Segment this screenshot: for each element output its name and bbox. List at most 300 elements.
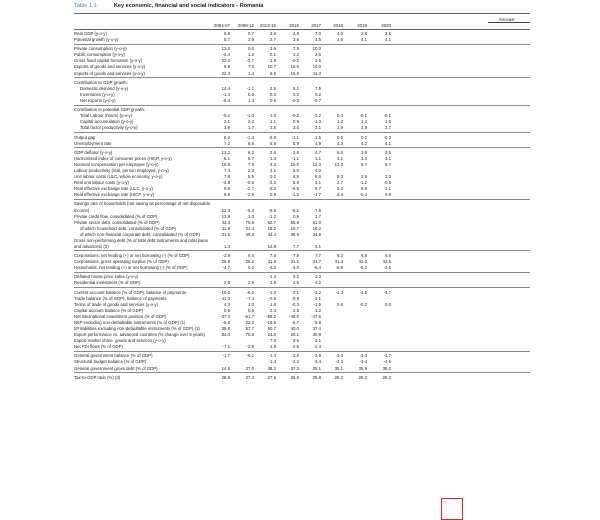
row-value: 8.3 bbox=[337, 253, 343, 259]
row-value: 1.6 bbox=[270, 58, 276, 64]
row-value: 12.3 bbox=[312, 161, 321, 167]
row-value: -4.3 bbox=[335, 289, 343, 295]
row-value: -4.6 bbox=[383, 265, 391, 271]
row-value: -2.9 bbox=[246, 192, 254, 198]
row-value: 7.0 bbox=[315, 31, 321, 36]
row-value: -0.2 bbox=[359, 301, 367, 307]
row-value: -5.8 bbox=[313, 319, 321, 325]
row-value: 26.2 bbox=[382, 374, 391, 380]
row-value: 2.0 bbox=[224, 280, 230, 286]
row-value: 2.7 bbox=[385, 125, 391, 131]
row-value: 13.0 bbox=[334, 161, 343, 167]
row-value: 0.2 bbox=[248, 265, 254, 271]
row-value: 4.8 bbox=[293, 31, 299, 36]
section-rule bbox=[74, 77, 530, 78]
section-rule bbox=[74, 372, 530, 373]
row-value: -6.5 bbox=[291, 186, 299, 192]
row-value: 28.2 bbox=[245, 259, 254, 265]
row-value: 31.1 bbox=[290, 259, 299, 265]
section-rule bbox=[74, 250, 530, 251]
row-value: 5.7 bbox=[248, 155, 254, 161]
row-value: 7.4 bbox=[224, 168, 230, 173]
row-value: 32.5 bbox=[382, 259, 391, 265]
table-title-text: Key economic, financial and social indicators - Romania bbox=[113, 3, 264, 9]
row-value: 2.7 bbox=[270, 37, 276, 43]
row-value: 10.0 bbox=[312, 64, 321, 70]
row-value: 43.3 bbox=[221, 219, 230, 225]
row-value: 1.5 bbox=[315, 134, 321, 140]
row-value: 0.9 bbox=[293, 119, 299, 125]
row-value: 70.5 bbox=[245, 332, 254, 338]
row-label: IIP liabilities excluding non-defaultable instruments (% of GDP) (1) bbox=[74, 326, 200, 331]
header-rule bbox=[74, 29, 530, 30]
row-label: Labour productivity (real, person employed, y-o-y) bbox=[74, 168, 169, 173]
row-value: 6.2 bbox=[248, 149, 254, 155]
row-value: -2.2 bbox=[291, 359, 299, 365]
row-value: 4.0 bbox=[315, 168, 321, 173]
row-value: -3.7 bbox=[246, 58, 254, 64]
row-label: Current account balance (% of GDP), balance of payments bbox=[74, 289, 187, 295]
row-value: -1.1 bbox=[291, 134, 299, 140]
row-value: 18.2 bbox=[267, 225, 276, 231]
row-value: 3.1 bbox=[315, 180, 321, 186]
row-value: 13.2 bbox=[221, 149, 230, 155]
row-label: Net exports (y-o-y) bbox=[80, 97, 116, 103]
row-value: 7.8 bbox=[293, 253, 299, 259]
year-header: 2020 bbox=[381, 23, 391, 28]
forecast-label: forecast bbox=[499, 17, 515, 22]
row-value: 7.0 bbox=[270, 338, 276, 344]
row-value: 3.6 bbox=[270, 46, 276, 52]
row-value: -22.3 bbox=[220, 207, 230, 213]
row-value: -1.2 bbox=[291, 192, 299, 198]
row-value: 4.3 bbox=[337, 140, 343, 146]
year-header: 2017 bbox=[311, 23, 321, 28]
row-value: 26.2 bbox=[358, 374, 367, 380]
row-value: 6.8 bbox=[224, 31, 230, 36]
row-value: 3.6 bbox=[270, 31, 276, 36]
row-value: -4.7 bbox=[222, 265, 230, 271]
row-value: 2.3 bbox=[248, 168, 254, 173]
row-value: 50.7 bbox=[267, 326, 276, 331]
row-value: 0.3 bbox=[270, 91, 276, 97]
row-value: 4.1 bbox=[385, 37, 391, 43]
row-value: -0.2 bbox=[291, 58, 299, 64]
row-value: 0.6 bbox=[337, 301, 343, 307]
row-value: 6.7 bbox=[315, 186, 321, 192]
row-value: 8.5 bbox=[224, 192, 230, 198]
row-value: -4.7 bbox=[383, 353, 391, 359]
row-label: Export market share, goods and services (y-o-y) bbox=[74, 338, 166, 344]
row-value: 3.1 bbox=[315, 338, 321, 344]
row-label: Exports of goods and services (y-o-y) bbox=[74, 64, 146, 70]
row-value: 38.2 bbox=[267, 365, 276, 371]
row-value: 2.6 bbox=[270, 149, 276, 155]
row-value: 6.6 bbox=[385, 253, 391, 259]
row-value: 7.8 bbox=[224, 174, 230, 180]
row-value: -5.4 bbox=[246, 207, 254, 213]
row-value: -1.2 bbox=[359, 180, 367, 186]
row-value: 1.4 bbox=[270, 155, 276, 161]
row-label: Private credit flow, consolidated (% of GDP) bbox=[74, 213, 158, 219]
row-value: 7.9 bbox=[248, 161, 254, 167]
row-value: -3.4 bbox=[359, 359, 367, 365]
row-label: Unit labour costs (ULC, whole economy, y-o-y) bbox=[74, 174, 163, 180]
row-value: 49.3 bbox=[245, 231, 254, 237]
row-value: 6.5 bbox=[361, 253, 367, 259]
row-value: 25.9 bbox=[221, 259, 230, 265]
row-value: 62.7 bbox=[267, 219, 276, 225]
row-value: -1.2 bbox=[268, 213, 276, 219]
row-value: 5.9 bbox=[293, 140, 299, 146]
year-header: 2008-12 bbox=[237, 23, 254, 28]
row-value: 16.7 bbox=[290, 225, 299, 231]
row-value: 2.9 bbox=[248, 37, 254, 43]
row-label: Contribution to GDP growth: bbox=[74, 79, 128, 85]
row-value: 22.3 bbox=[221, 70, 230, 76]
row-value: 34.8 bbox=[312, 231, 321, 237]
row-value: -2.8 bbox=[268, 134, 276, 140]
row-value: 84.0 bbox=[221, 332, 230, 338]
row-value: 6.9 bbox=[270, 140, 276, 146]
row-value: 31.5 bbox=[221, 231, 230, 237]
row-value: 0.1 bbox=[270, 52, 276, 58]
row-value: -1.0 bbox=[246, 113, 254, 119]
row-label: Real effective exchange rate (HICP, y-o-y) bbox=[74, 192, 155, 198]
row-value: 6.5 bbox=[337, 149, 343, 155]
row-value: -0.4 bbox=[222, 113, 230, 119]
row-value: -4.8 bbox=[222, 180, 230, 186]
row-value: 35.1 bbox=[312, 365, 321, 371]
section-rule bbox=[74, 287, 530, 288]
row-value: 3.0 bbox=[385, 174, 391, 180]
row-label: Output gap bbox=[74, 134, 96, 140]
row-label: General government balance (% of GDP) bbox=[74, 353, 153, 359]
row-value: 2.2 bbox=[248, 119, 254, 125]
row-value: 2.7 bbox=[337, 180, 343, 186]
row-value: -22.2 bbox=[244, 319, 254, 325]
row-value: 55.6 bbox=[290, 219, 299, 225]
row-label: of which household debt, consolidated (% of GDP) bbox=[80, 225, 177, 231]
row-value: 0.0 bbox=[248, 91, 254, 97]
row-value: 1.3 bbox=[315, 119, 321, 125]
row-value: 2.8 bbox=[361, 125, 367, 131]
row-value: 0.9 bbox=[270, 192, 276, 198]
row-label: Export performance vs. advanced countries (% change over 5 years) bbox=[74, 332, 205, 338]
row-value: -5.0 bbox=[222, 319, 230, 325]
top-rule bbox=[74, 13, 530, 14]
row-value: -0.9 bbox=[291, 295, 299, 301]
row-value: 2.4 bbox=[337, 192, 343, 198]
row-value: 3.5 bbox=[315, 58, 321, 64]
row-value: 38.2 bbox=[382, 365, 391, 371]
row-value: -0.6 bbox=[268, 295, 276, 301]
row-value: -1.4 bbox=[268, 274, 276, 280]
row-value: 38.9 bbox=[290, 231, 299, 237]
row-value: 1.7 bbox=[315, 213, 321, 219]
table-title bbox=[74, 3, 263, 9]
row-value: 3.8 bbox=[361, 31, 367, 36]
row-value: -47.6 bbox=[311, 313, 321, 319]
row-value: 2.5 bbox=[270, 125, 276, 131]
row-value: 3.9 bbox=[224, 125, 230, 131]
row-value: 1.2 bbox=[315, 307, 321, 313]
row-value: -3.3 bbox=[335, 353, 343, 359]
row-label: Inventories (y-o-y) bbox=[80, 91, 115, 97]
row-value: 0.0 bbox=[293, 91, 299, 97]
row-value: 1.2 bbox=[248, 52, 254, 58]
row-label: Harmonised index of consumer prices (HICP, y-o-y) bbox=[74, 155, 172, 161]
section-rule bbox=[74, 199, 530, 200]
row-value: -6.7 bbox=[291, 319, 299, 325]
table-row bbox=[74, 375, 530, 382]
row-value: -0.3 bbox=[291, 301, 299, 307]
row-value: 3.0 bbox=[293, 125, 299, 131]
row-label: Gross fixed capital formation (y-o-y) bbox=[74, 58, 143, 64]
row-value: 4.1 bbox=[385, 140, 391, 146]
row-value: 3.3 bbox=[315, 274, 321, 280]
row-value: 7.5 bbox=[315, 85, 321, 91]
row-value: 3.6 bbox=[385, 31, 391, 36]
row-value: -0.1 bbox=[359, 113, 367, 119]
section-rule bbox=[74, 132, 530, 133]
row-value: 2.9 bbox=[337, 125, 343, 131]
row-label: Imports of goods and services (y-o-y) bbox=[74, 70, 145, 76]
row-value: -7.6 bbox=[313, 207, 321, 213]
row-value: 4.2 bbox=[315, 280, 321, 286]
row-value: 7.9 bbox=[293, 46, 299, 52]
row-value: -2.4 bbox=[222, 52, 230, 58]
row-value: -2.8 bbox=[246, 344, 254, 350]
row-value: 8.1 bbox=[224, 155, 230, 161]
row-value: 31.8 bbox=[267, 259, 276, 265]
row-value: 15.0 bbox=[290, 161, 299, 167]
row-value: -49.0 bbox=[289, 313, 299, 319]
row-value: -1.4 bbox=[246, 134, 254, 140]
row-value: -2.9 bbox=[313, 353, 321, 359]
row-value: -2.9 bbox=[291, 353, 299, 359]
row-value: 8.0 bbox=[315, 174, 321, 180]
row-label: income) bbox=[74, 207, 90, 213]
row-value: -3.3 bbox=[335, 359, 343, 365]
row-value: -7.4 bbox=[246, 295, 254, 301]
row-value: 16.2 bbox=[312, 225, 321, 231]
row-value: -16.5 bbox=[266, 319, 276, 325]
row-value: 30.9 bbox=[312, 332, 321, 338]
row-value: -58.2 bbox=[266, 313, 276, 319]
row-value: 0.0 bbox=[248, 46, 254, 52]
row-value: 9.9 bbox=[224, 64, 230, 70]
row-value: -0.5 bbox=[383, 180, 391, 186]
year-header: 2016 bbox=[289, 23, 299, 28]
row-label: Private sector debt, consolidated (% of GDP) bbox=[74, 219, 160, 225]
section-rule bbox=[74, 351, 530, 352]
row-value: -6.4 bbox=[222, 97, 230, 103]
row-value: -37.2 bbox=[220, 313, 230, 319]
row-value: -1.4 bbox=[268, 353, 276, 359]
row-value: 0.5 bbox=[337, 134, 343, 140]
row-label: Private consumption (y-o-y) bbox=[74, 46, 127, 52]
row-value: -0.4 bbox=[359, 192, 367, 198]
row-value: -4.7 bbox=[383, 289, 391, 295]
row-value: -4.0 bbox=[291, 265, 299, 271]
row-label: and advances) (2) bbox=[74, 243, 109, 249]
row-value: 2.5 bbox=[293, 307, 299, 313]
row-value: 6.7 bbox=[385, 161, 391, 167]
row-value: 6.7 bbox=[361, 161, 367, 167]
row-value: 14.8 bbox=[267, 243, 276, 249]
section-rule bbox=[74, 147, 530, 148]
row-value: 10.7 bbox=[267, 64, 276, 70]
row-label: Contribution to potential GDP growth: bbox=[74, 107, 146, 113]
row-value: 1.1 bbox=[270, 119, 276, 125]
year-header: 2019 bbox=[357, 23, 367, 28]
row-value: 1.7 bbox=[248, 125, 254, 131]
row-value: 2.6 bbox=[315, 52, 321, 58]
row-value: 4.5 bbox=[315, 37, 321, 43]
row-value: 8.6 bbox=[293, 338, 299, 344]
row-label: Public consumption (y-o-y) bbox=[74, 52, 125, 58]
row-value: 1.4 bbox=[248, 70, 254, 76]
row-label: Domestic demand (y-o-y) bbox=[80, 85, 129, 91]
row-value: 28.5 bbox=[221, 374, 230, 380]
row-value: 26.2 bbox=[334, 374, 343, 380]
row-value: -2.1 bbox=[313, 295, 321, 301]
row-value: 2.1 bbox=[224, 119, 230, 125]
row-label: Savings rate of households (net saving as percentage of net disposable bbox=[74, 201, 211, 207]
row-value: -1.1 bbox=[291, 155, 299, 161]
row-value: 9.5 bbox=[224, 186, 230, 192]
row-value: 16.0 bbox=[290, 64, 299, 70]
row-value: 14.4 bbox=[221, 85, 230, 91]
row-value: -1.7 bbox=[313, 192, 321, 198]
row-value: 2.5 bbox=[270, 280, 276, 286]
row-value: -4.3 bbox=[268, 265, 276, 271]
row-value: -3.4 bbox=[359, 353, 367, 359]
row-label: Net international investment position (% of GDP) bbox=[74, 313, 167, 319]
row-label: Deflated house price index (y-o-y) bbox=[74, 274, 139, 280]
row-value: -1.7 bbox=[222, 353, 230, 359]
row-label: Total factor productivity (y-o-y) bbox=[80, 125, 138, 131]
row-value: 3.5 bbox=[385, 149, 391, 155]
row-value: -6.4 bbox=[313, 265, 321, 271]
row-value: 6.6 bbox=[248, 140, 254, 146]
row-value: 1.3 bbox=[248, 97, 254, 103]
row-value: 3.1 bbox=[315, 125, 321, 131]
row-value: 2.2 bbox=[293, 52, 299, 58]
row-label: Capital account balance (% of GDP) bbox=[74, 307, 144, 313]
row-value: -0.3 bbox=[383, 134, 391, 140]
row-value: 44.4 bbox=[267, 231, 276, 237]
row-value: -2.8 bbox=[222, 253, 230, 259]
row-value: -2.4 bbox=[313, 344, 321, 350]
row-value: -3.2 bbox=[313, 289, 321, 295]
row-value: -0.6 bbox=[246, 180, 254, 186]
row-label: NIIP excluding non-defaultable instruments (% of GDP) (1) bbox=[74, 319, 186, 325]
row-label: Trade balance (% of GDP), balance of payments bbox=[74, 295, 167, 301]
row-value: 4.0 bbox=[337, 31, 343, 36]
row-value: 4.9 bbox=[315, 140, 321, 146]
row-value: 3.8 bbox=[361, 149, 367, 155]
forecast-rule bbox=[488, 22, 530, 23]
row-value: 7.7 bbox=[293, 243, 299, 249]
row-value: 37.4 bbox=[312, 326, 321, 331]
row-value: -1.9 bbox=[268, 344, 276, 350]
row-value: 4.1 bbox=[270, 168, 276, 173]
row-value: 8.5 bbox=[270, 70, 276, 76]
section-rule bbox=[74, 105, 530, 106]
row-value: 4.3 bbox=[270, 161, 276, 167]
row-label: Unemployment rate bbox=[74, 140, 112, 146]
row-value: 9.3 bbox=[337, 174, 343, 180]
row-value: -6.2 bbox=[246, 289, 254, 295]
row-value: 1.4 bbox=[361, 119, 367, 125]
row-value: -61.7 bbox=[244, 313, 254, 319]
row-value: -8.1 bbox=[291, 207, 299, 213]
row-value: -1.1 bbox=[383, 186, 391, 192]
row-label: Real unit labour costs (y-o-y) bbox=[74, 180, 129, 186]
row-value: 3.0 bbox=[248, 213, 254, 219]
row-value: 16.5 bbox=[290, 70, 299, 76]
row-value: 0.2 bbox=[315, 113, 321, 119]
row-value: 5.9 bbox=[293, 180, 299, 186]
row-value: 3.1 bbox=[385, 155, 391, 161]
row-value: -2.3 bbox=[268, 180, 276, 186]
row-label: Corporations, gross operating surplus (% of GDP) bbox=[74, 259, 169, 265]
row-value: 1.5 bbox=[385, 119, 391, 125]
row-value: 6.0 bbox=[293, 168, 299, 173]
row-label: Net FDI flows (% of GDP) bbox=[74, 344, 123, 350]
row-label: Capital accumulation (y-o-y) bbox=[80, 119, 134, 125]
row-value: 0.5 bbox=[224, 307, 230, 313]
row-value: 1.8 bbox=[270, 301, 276, 307]
row-value: 35.9 bbox=[358, 365, 367, 371]
row-value: 0.8 bbox=[385, 192, 391, 198]
row-value: 1.3 bbox=[337, 119, 343, 125]
row-value: 37.3 bbox=[290, 365, 299, 371]
row-value: 4.3 bbox=[224, 301, 230, 307]
row-value: 1.0 bbox=[248, 301, 254, 307]
row-label: Tax-to-GDP ratio (%) (3) bbox=[74, 374, 121, 380]
year-header: 2018 bbox=[333, 23, 343, 28]
row-value: 11.3 bbox=[312, 70, 321, 76]
row-value: 21.4 bbox=[245, 225, 254, 231]
row-value: 2.5 bbox=[270, 85, 276, 91]
row-value: 6.2 bbox=[224, 134, 230, 140]
row-value: 2.4 bbox=[270, 307, 276, 313]
row-value: 2.9 bbox=[248, 280, 254, 286]
row-value: 35.1 bbox=[334, 365, 343, 371]
row-value: 14.6 bbox=[221, 365, 230, 371]
row-value: 11.9 bbox=[221, 225, 230, 231]
row-value: 23.2 bbox=[221, 58, 230, 64]
row-value: 3.3 bbox=[361, 155, 367, 161]
row-value: -2.6 bbox=[291, 344, 299, 350]
row-value: 24.0 bbox=[267, 332, 276, 338]
row-value: 25.8 bbox=[312, 374, 321, 380]
row-label: Nominal compensation per employee (y-o-y) bbox=[74, 161, 159, 167]
row-label: Terms of trade of goods and services (y-o-y) bbox=[74, 301, 159, 307]
row-value: 27.3 bbox=[245, 374, 254, 380]
row-value: 13.2 bbox=[221, 46, 230, 52]
row-value: -0.3 bbox=[291, 97, 299, 103]
year-header: 2004-07 bbox=[213, 23, 230, 28]
section-rule bbox=[74, 272, 530, 273]
row-value: -4.5 bbox=[359, 289, 367, 295]
row-value: 4.1 bbox=[361, 37, 367, 43]
row-value: 10.0 bbox=[312, 46, 321, 52]
row-value: -9.6 bbox=[268, 207, 276, 213]
